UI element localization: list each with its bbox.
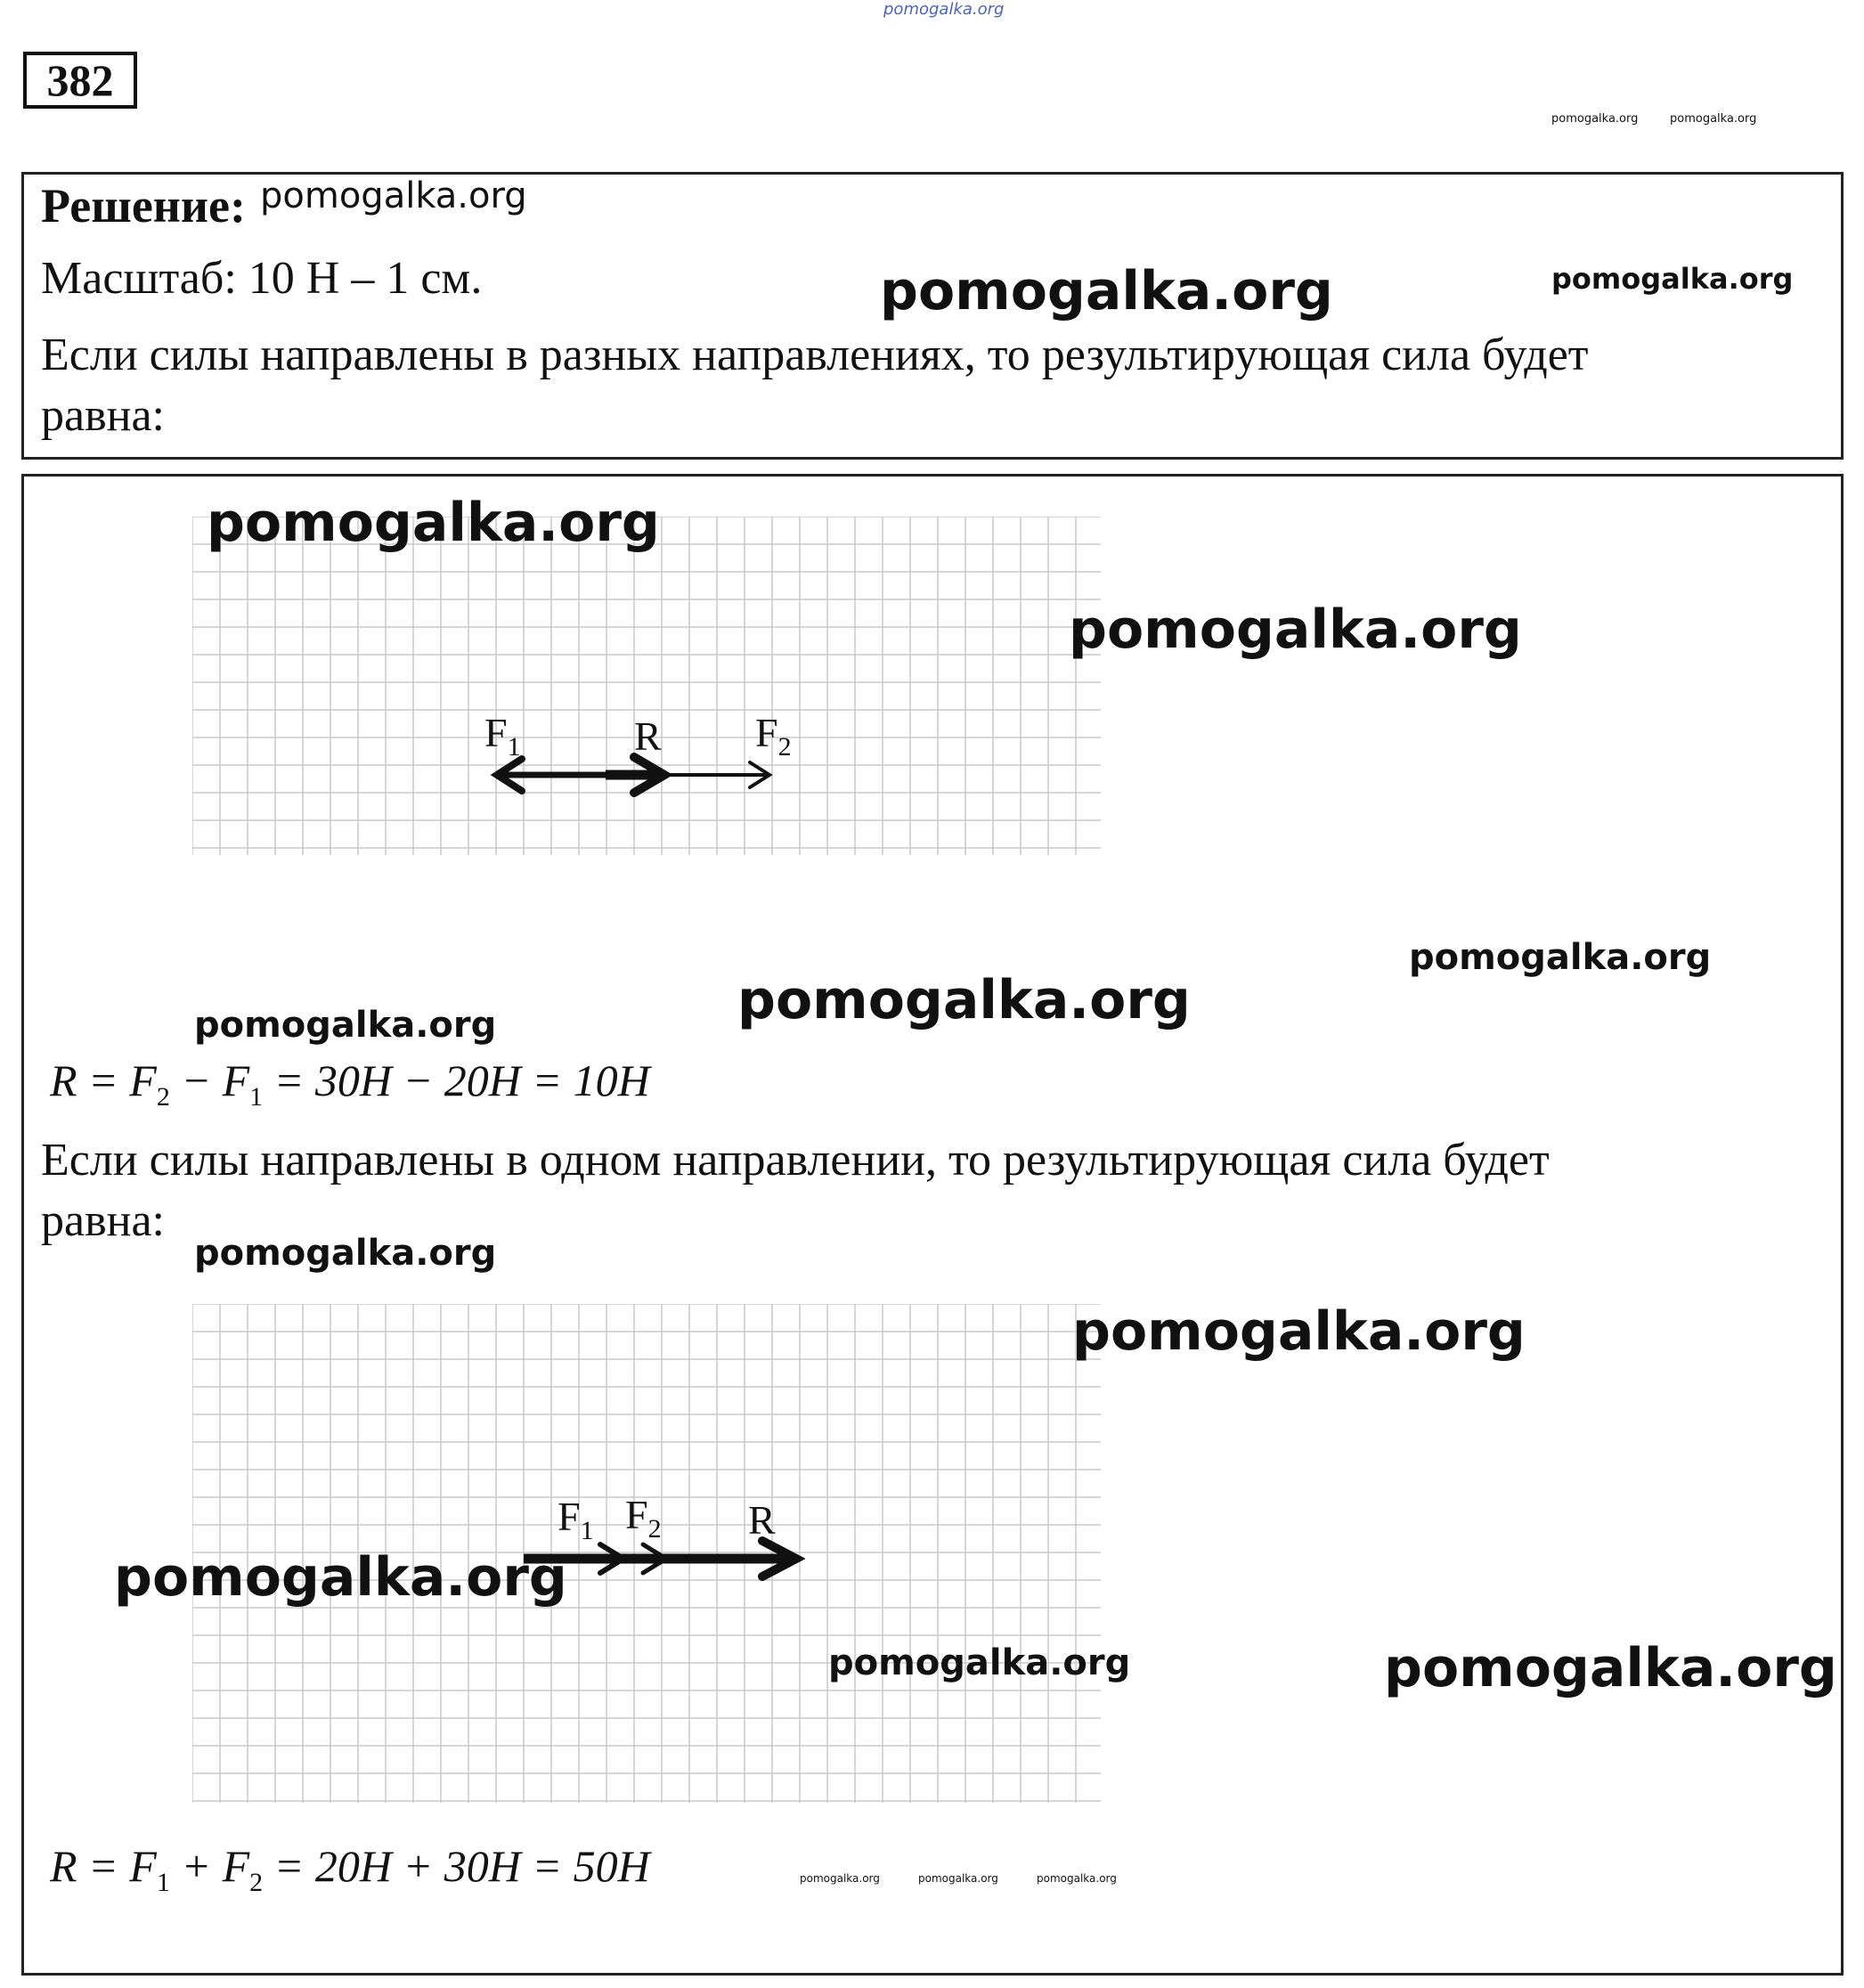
watermark-top: pomogalka.org xyxy=(883,0,1005,19)
solution-heading: Решение: xyxy=(41,179,246,232)
watermark: pomogalka.org xyxy=(1384,1637,1837,1699)
scale-text: Масштаб: 10 Н – 1 см. xyxy=(41,253,483,304)
watermark: pomogalka.org xyxy=(880,260,1333,322)
label-f2: $F_2$ xyxy=(625,1492,662,1544)
label-f1: $F_1$ xyxy=(484,710,521,762)
case2-text-line2: равна: xyxy=(41,1195,165,1246)
watermark: pomogalka.org xyxy=(1551,262,1794,296)
watermark-small: pomogalka.org xyxy=(800,1872,880,1885)
label-f1: $F_1$ xyxy=(558,1494,594,1546)
formula-sum: $R = F_1 + F_2 = 20H + 30H = 50H$ xyxy=(50,1841,650,1897)
watermark: pomogalka.org xyxy=(828,1642,1131,1683)
problem-number: 382 xyxy=(23,52,137,109)
watermark: pomogalka.org xyxy=(1409,937,1712,978)
watermark-small: pomogalka.org xyxy=(1670,112,1757,126)
watermark: pomogalka.org xyxy=(207,492,660,554)
watermark: pomogalka.org xyxy=(194,1233,497,1274)
watermark: pomogalka.org xyxy=(194,1005,497,1046)
formula-difference: $R = F_2 - F_1 = 30H - 20H = 10H$ xyxy=(50,1055,650,1112)
case1-text-line2: равна: xyxy=(41,390,165,441)
label-f2: $F_2$ xyxy=(755,710,792,762)
label-r: R xyxy=(748,1497,776,1543)
watermark: pomogalka.org xyxy=(1072,1300,1526,1363)
case1-text-line1: Если силы направлены в разных направлениях, то результирующая сила будет xyxy=(41,330,1589,380)
forces-diagram-opposite xyxy=(481,748,784,802)
watermark-small: pomogalka.org xyxy=(1551,112,1639,126)
label-r: R xyxy=(634,713,662,759)
watermark: pomogalka.org xyxy=(114,1546,567,1609)
grid-figure-1 xyxy=(192,517,1101,855)
watermark: pomogalka.org xyxy=(260,175,527,216)
case2-text-line1: Если силы направлены в одном направлении, то результирующая сила будет xyxy=(41,1135,1550,1185)
watermark: pomogalka.org xyxy=(737,969,1191,1031)
watermark: pomogalka.org xyxy=(1069,599,1522,661)
watermark-small: pomogalka.org xyxy=(918,1872,998,1885)
watermark-small: pomogalka.org xyxy=(1037,1872,1117,1885)
